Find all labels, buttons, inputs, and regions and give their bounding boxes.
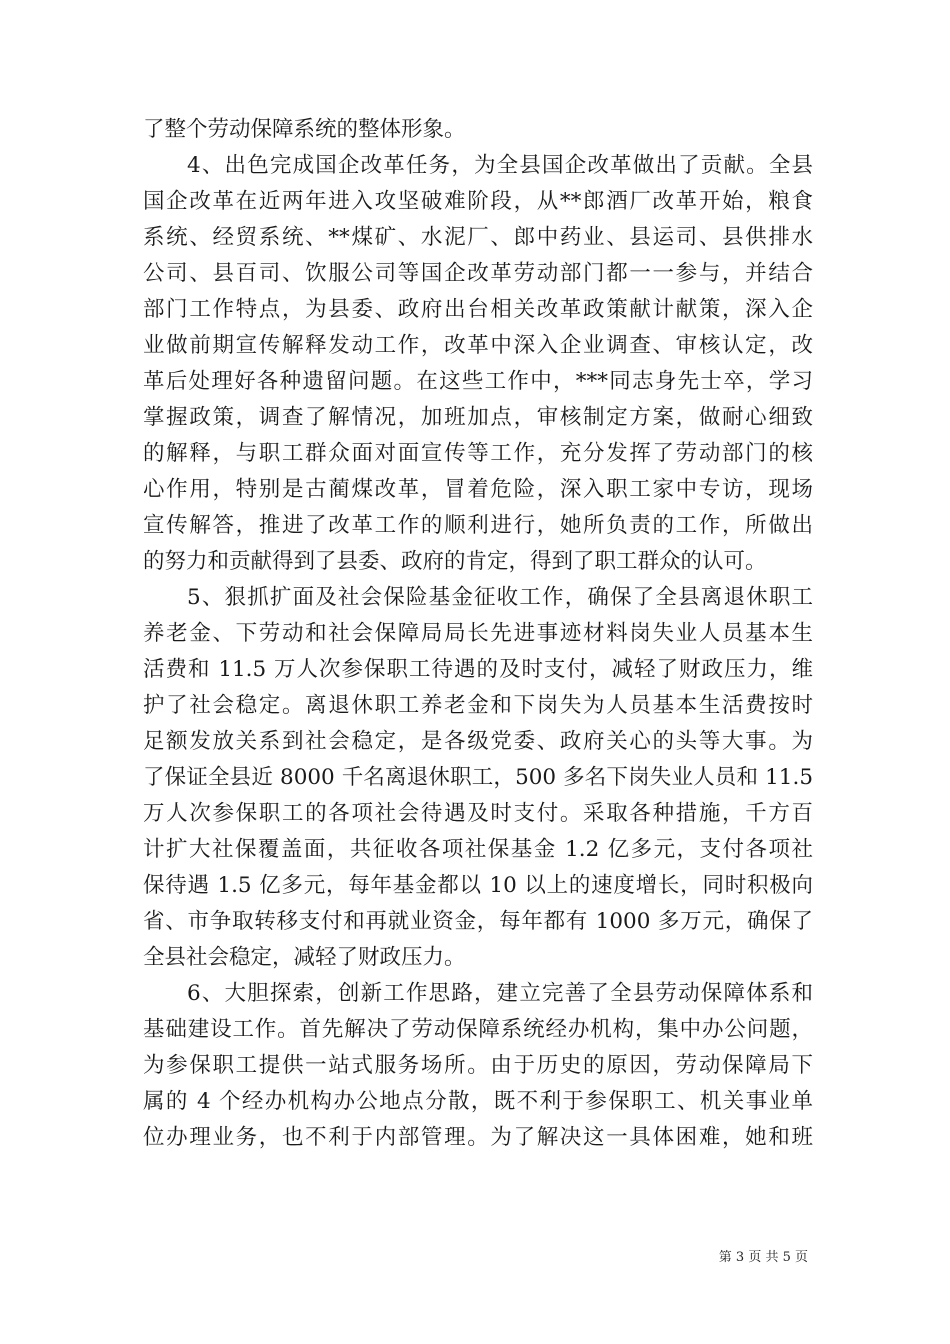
text-line: 护了社会稳定。离退休职工养老金和下岗失为人员基本生活费按时: [143, 693, 813, 718]
text-line: 系统、经贸系统、**煤矿、水泥厂、郎中药业、县运司、县供排水: [143, 225, 813, 250]
text-line: 省、市争取转移支付和再就业资金，每年都有 1000 多万元，确保了: [143, 909, 813, 934]
text-line: 6、大胆探索，创新工作思路，建立完善了全县劳动保障体系和: [187, 981, 813, 1006]
text-line: 计扩大社保覆盖面，共征收各项社保基金 1.2 亿多元，支付各项社: [143, 837, 813, 862]
text-line: 了整个劳动保障系统的整体形象。: [143, 117, 466, 142]
text-line: 心作用，特别是古蔺煤改革，冒着危险，深入职工家中专访，现场: [143, 477, 813, 502]
page-number: 第 3 页 共 5 页: [718, 1250, 808, 1265]
text-line: 了保证全县近 8000 千名离退休职工，500 多名下岗失业人员和 11.5: [143, 765, 813, 790]
text-line: 公司、县百司、饮服公司等国企改革劳动部门都一一参与，并结合: [143, 261, 813, 286]
text-line: 掌握政策，调查了解情况，加班加点，审核制定方案，做耐心细致: [143, 405, 813, 430]
body-text: [143, 112, 813, 1156]
text-line: 为参保职工提供一站式服务场所。由于历史的原因，劳动保障局下: [143, 1053, 813, 1078]
text-line: 的努力和贡献得到了县委、政府的肯定，得到了职工群众的认可。: [143, 549, 767, 574]
text-line: 的解释，与职工群众面对面宣传等工作，充分发挥了劳动部门的核: [143, 441, 813, 466]
text-line: 宣传解答，推进了改革工作的顺利进行，她所负责的工作，所做出: [143, 513, 813, 538]
text-line: 革后处理好各种遗留问题。在这些工作中，***同志身先士卒，学习: [143, 369, 813, 394]
text-line: 活费和 11.5 万人次参保职工待遇的及时支付，减轻了财政压力，维: [143, 657, 813, 682]
text-line: 万人次参保职工的各项社会待遇及时支付。采取各种措施，千方百: [143, 801, 813, 826]
text-line: 保待遇 1.5 亿多元，每年基金都以 10 以上的速度增长，同时积极向: [143, 873, 813, 898]
text-line: 足额发放关系到社会稳定，是各级党委、政府关心的头等大事。为: [143, 729, 813, 754]
text-line: 全县社会稳定，减轻了财政压力。: [143, 945, 466, 970]
text-line: 国企改革在近两年进入攻坚破难阶段，从**郎酒厂改革开始，粮食: [143, 189, 813, 214]
text-line: 属的 4 个经办机构办公地点分散，既不利于参保职工、机关事业单: [143, 1089, 813, 1114]
text-line: 部门工作特点，为县委、政府出台相关改革政策献计献策，深入企: [143, 297, 813, 322]
text-line: 业做前期宣传解释发动工作，改革中深入企业调查、审核认定，改: [143, 333, 813, 358]
text-line: 4、出色完成国企改革任务，为全县国企改革做出了贡献。全县: [187, 153, 813, 178]
text-line: 养老金、下劳动和社会保障局局长先进事迹材料岗失业人员基本生: [143, 621, 813, 646]
text-line: 基础建设工作。首先解决了劳动保障系统经办机构，集中办公问题，: [143, 1017, 813, 1042]
text-line: 5、狠抓扩面及社会保险基金征收工作，确保了全县离退休职工: [187, 585, 813, 610]
text-line: 位办理业务，也不利于内部管理。为了解决这一具体困难，她和班: [143, 1125, 813, 1150]
